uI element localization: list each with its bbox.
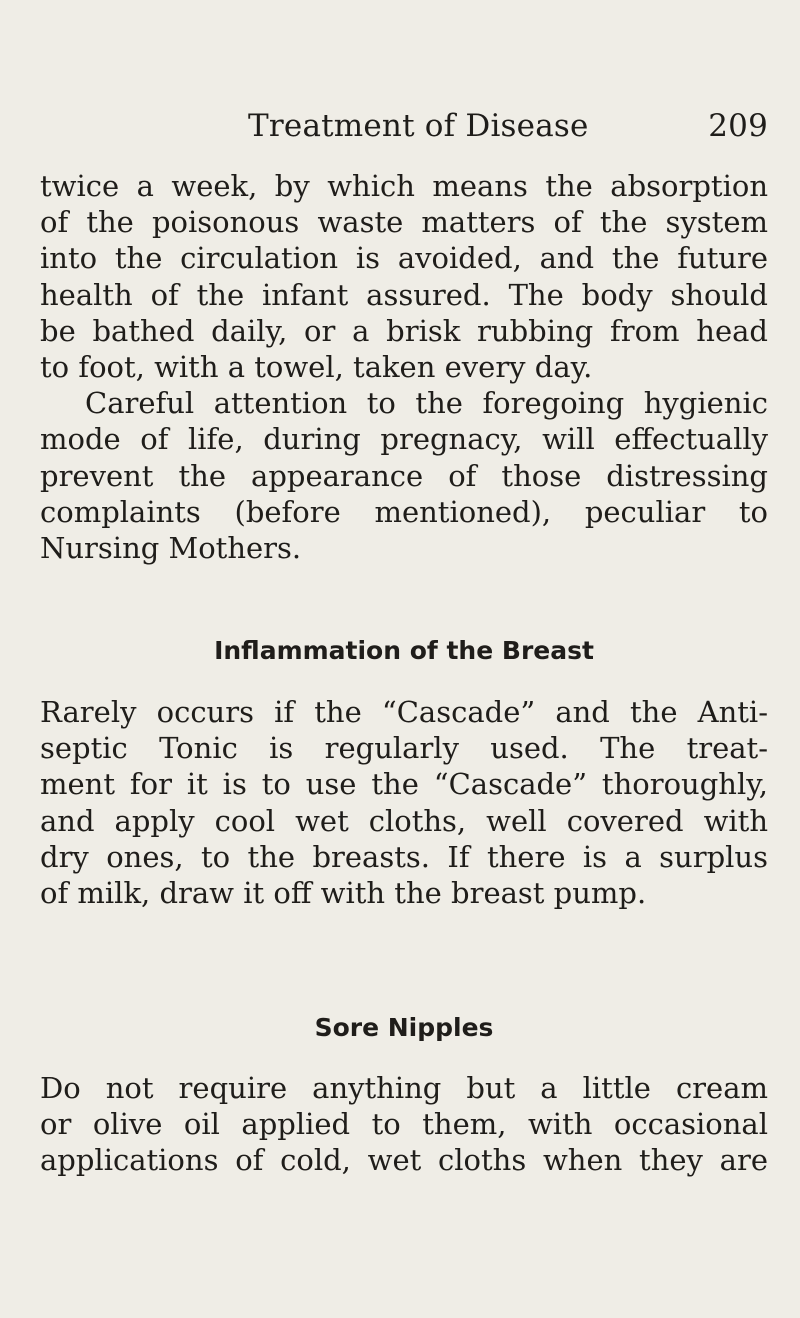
text-line: to foot, with a towel, taken every day. [40, 349, 593, 384]
page-number: 209 [708, 108, 768, 144]
text-line: Careful attention to the foregoing hygienic [85, 386, 768, 421]
section-heading-nipples: Sore Nipples [314, 1013, 494, 1042]
body-text-breast [40, 694, 768, 911]
text-line: Nursing Mothers. [40, 530, 302, 565]
text-line: ment for it is to use the “Cascade” thoroughly, [40, 767, 768, 802]
text-line: prevent the appearance of those distressing [40, 458, 768, 493]
text-line: dry ones, to the breasts. If there is a surplus [40, 839, 768, 874]
text-line: of the poisonous waste matters of the system [40, 205, 768, 240]
running-title: Treatment of Disease [248, 108, 589, 144]
text-line: mode of life, during pregnacy, will effectually [40, 422, 768, 457]
text-line: health of the infant assured. The body should [40, 277, 768, 312]
text-line: septic Tonic is regularly used. The treat- [40, 731, 768, 766]
text-line: into the circulation is avoided, and the future [40, 241, 768, 276]
text-line: complaints (before mentioned), peculiar to [40, 494, 768, 529]
section-heading-breast: Inflammation of the Breast [214, 636, 594, 665]
text-line: Rarely occurs if the “Cascade” and the Anti- [40, 695, 768, 729]
text-line: twice a week, by which means the absorption [40, 169, 768, 203]
text-line: applications of cold, wet cloths when they are [40, 1143, 768, 1178]
body-text-top [40, 168, 768, 566]
text-line: Do not require anything but a little cream [40, 1071, 768, 1105]
running-head [248, 108, 768, 152]
text-line: be bathed daily, or a brisk rubbing from head [40, 313, 768, 348]
text-line: or olive oil applied to them, with occasional [40, 1107, 768, 1142]
text-line: of milk, draw it off with the breast pump. [40, 875, 647, 910]
text-line: and apply cool wet cloths, well covered with [40, 803, 768, 838]
body-text-nipples [40, 1070, 768, 1179]
